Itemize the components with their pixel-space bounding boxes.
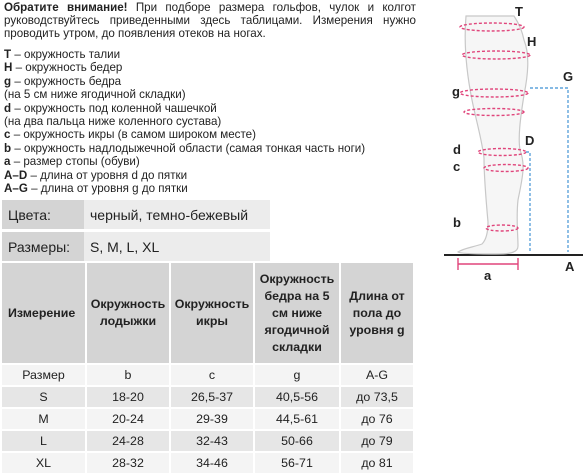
label-g: g [452, 84, 460, 99]
table-cell: 40,5-56 [254, 386, 340, 408]
colors-value: черный, темно-бежевый [84, 200, 270, 231]
legend-item: b – окружность надлодыжечной области (самая тонкая часть ноги) [4, 141, 366, 155]
legend-item: A–G – длина от уровня g до пятки [4, 182, 188, 196]
label-D: D [525, 133, 535, 148]
legend-item: a – размер стопы (обуви) [4, 155, 140, 169]
sizes-label: Размеры: [2, 231, 84, 262]
intro-attention: Обратите внимание! [4, 1, 128, 14]
legend-item: (на два пальца ниже коленного сустава) [4, 115, 222, 129]
legend-item: T – окружность талии [4, 48, 121, 61]
d-length-guide [526, 152, 530, 252]
sizes-value: S, M, L, XL [84, 231, 270, 262]
measurement-legend [4, 48, 424, 195]
g-length-guide [530, 88, 568, 252]
legend-item: g – окружность бедра [4, 74, 122, 88]
table-cell: 34-46 [170, 452, 254, 473]
header-length: Длина от пола до уровня g [340, 263, 414, 364]
table-cell: 56-71 [254, 452, 340, 473]
table-cell: 26,5-37 [170, 386, 254, 408]
table-cell: до 79 [340, 430, 414, 452]
table-cell: A-G [340, 364, 414, 386]
table-cell: g [254, 364, 340, 386]
table-cell: S [2, 386, 86, 408]
label-b: b [453, 215, 461, 230]
label-a: a [484, 268, 492, 283]
table-row [2, 364, 414, 386]
leg-measurement-diagram [426, 0, 583, 290]
header-calf: Окружность икры [170, 263, 254, 364]
sizes-row [2, 231, 270, 262]
table-cell: 18-20 [86, 386, 170, 408]
table-cell: Размер [2, 364, 86, 386]
size-table-header [2, 263, 414, 364]
table-cell: до 73,5 [340, 386, 414, 408]
label-G: G [563, 69, 574, 84]
table-row [2, 452, 414, 473]
header-thigh: Окружность бедра на 5 см ниже ягодичной складки [254, 263, 340, 364]
table-cell: XL [2, 452, 86, 473]
label-H: H [527, 34, 537, 49]
table-cell: c [170, 364, 254, 386]
table-row [2, 430, 414, 452]
table-cell: 32-43 [170, 430, 254, 452]
table-row [2, 386, 414, 408]
table-cell: L [2, 430, 86, 452]
legend-item: H – окружность бедер [4, 61, 123, 75]
label-T: T [515, 4, 523, 19]
table-cell: 24-28 [86, 430, 170, 452]
table-cell: 20-24 [86, 408, 170, 430]
table-cell: M [2, 408, 86, 430]
legend-item: d – окружность под коленной чашечкой [4, 101, 217, 115]
table-cell: до 76 [340, 408, 414, 430]
intro-note [4, 1, 416, 40]
table-cell: 50-66 [254, 430, 340, 452]
header-measurement: Измерение [2, 263, 86, 364]
product-info-table [2, 200, 270, 261]
table-row [2, 408, 414, 430]
legend-item: c – окружность икры (в самом широком месте) [4, 128, 256, 142]
table-cell: 44,5-61 [254, 408, 340, 430]
intro-text: При подборе размера гольфов, чулок и колгот руководствуйтесь приведенными здесь таблицами. Измерения нужно проводить утром, до появления отеков на ногах. [4, 1, 416, 40]
table-cell: b [86, 364, 170, 386]
colors-label: Цвета: [2, 200, 84, 231]
label-d: d [453, 142, 461, 157]
colors-row [2, 200, 270, 231]
table-cell: 28-32 [86, 452, 170, 473]
table-cell: 29-39 [170, 408, 254, 430]
table-cell: до 81 [340, 452, 414, 473]
header-ankle: Окружность лодыжки [86, 263, 170, 364]
label-c: c [453, 159, 461, 174]
legend-item: A–D – длина от уровня d до пятки [4, 168, 188, 182]
label-A: A [565, 259, 575, 274]
legend-item: (на 5 см ниже ягодичной складки) [4, 88, 186, 102]
size-table [2, 263, 415, 473]
